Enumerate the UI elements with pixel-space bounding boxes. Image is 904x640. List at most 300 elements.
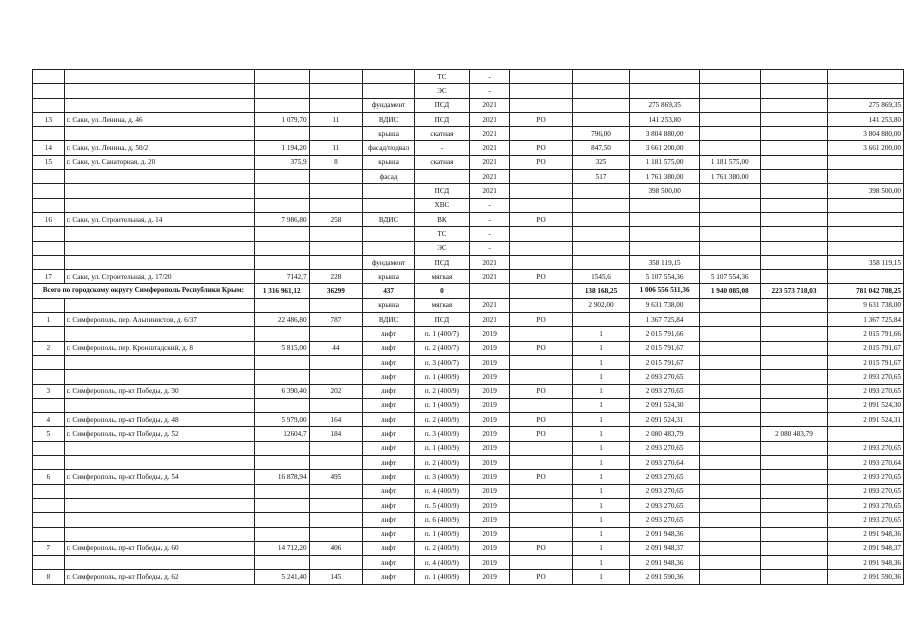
table-row xyxy=(33,341,904,355)
cell-contractor xyxy=(510,370,572,384)
cell-contractor xyxy=(510,556,572,570)
cell-item-number: 7 xyxy=(33,541,65,555)
cell-contractor xyxy=(510,441,572,455)
cell-item-number xyxy=(33,170,65,184)
cell-address: г. Саки, ул. Строительная, д. 17/20 xyxy=(64,270,254,284)
cell-item-number: 16 xyxy=(33,212,65,226)
cell-item-number xyxy=(33,298,65,312)
cell-item-number xyxy=(33,527,65,541)
cell-year: 2019 xyxy=(469,370,510,384)
cell-address xyxy=(64,255,254,269)
table-row xyxy=(33,484,904,498)
cell-address xyxy=(64,498,254,512)
table-body xyxy=(33,70,904,585)
cell-work-detail: мягкая xyxy=(415,270,470,284)
table-row xyxy=(33,570,904,584)
table-row xyxy=(33,198,904,212)
cell-contractor: РО xyxy=(510,427,572,441)
cell-residents xyxy=(309,227,363,241)
table-row xyxy=(33,212,904,226)
cell-item-number: 4 xyxy=(33,413,65,427)
cell-contractor: РО xyxy=(510,313,572,327)
cell-volume xyxy=(572,198,630,212)
table-row xyxy=(33,227,904,241)
cell-cost-budget xyxy=(699,456,760,470)
cell-residents: 495 xyxy=(309,470,363,484)
cell-address: г. Симферополь, пер. Кронштадский, д. 8 xyxy=(64,341,254,355)
cell-area: 5 815,00 xyxy=(254,341,309,355)
cell-contractor: РО xyxy=(510,155,572,169)
cell-work-type: фундамент xyxy=(363,98,415,112)
cell-work-type: лифт xyxy=(363,470,415,484)
cell-cost: 5 107 554,36 xyxy=(630,270,700,284)
cell-cost-budget xyxy=(699,556,760,570)
cell-item-number: 15 xyxy=(33,155,65,169)
cell-area: 5 979,00 xyxy=(254,413,309,427)
cell-residents xyxy=(309,70,363,84)
cell-cost-other xyxy=(760,470,828,484)
cell-cost: 2 093 270,65 xyxy=(630,441,700,455)
cell-work-detail: ПСД xyxy=(415,255,470,269)
cell-item-number xyxy=(33,398,65,412)
cell-work-detail: п. 2 (400/9) xyxy=(415,456,470,470)
cell-residents: 44 xyxy=(309,341,363,355)
cell-work-detail: п. 2 (400/9) xyxy=(415,541,470,555)
table-row xyxy=(33,498,904,512)
cell-volume: 1 xyxy=(572,541,630,555)
cell-work-detail: ПСД xyxy=(415,313,470,327)
cell-work-type xyxy=(363,70,415,84)
cell-work-detail: ПСД xyxy=(415,112,470,126)
cell-work-type xyxy=(363,198,415,212)
cell-work-detail: п. 1 (400/9) xyxy=(415,527,470,541)
cell-year: 2021 xyxy=(469,98,510,112)
cell-work-type xyxy=(363,241,415,255)
cell-address xyxy=(64,127,254,141)
cell-work-detail: п. 1 (400/9) xyxy=(415,370,470,384)
cell-year: 2021 xyxy=(469,270,510,284)
cell-cost-other xyxy=(760,298,828,312)
cell-cost: 2 015 791,67 xyxy=(630,355,700,369)
cell-item-number: 6 xyxy=(33,470,65,484)
table-row xyxy=(33,327,904,341)
cell-cost-budget xyxy=(699,255,760,269)
cell-cost-fund: 2 093 270,65 xyxy=(828,484,904,498)
repair-schedule-table xyxy=(32,69,904,585)
cell-work-type: лифт xyxy=(363,398,415,412)
cell-cost-other xyxy=(760,384,828,398)
cell-area xyxy=(254,255,309,269)
cell-year: 2019 xyxy=(469,498,510,512)
cell-work-detail: п. 1 (400/9) xyxy=(415,570,470,584)
cell-residents: 11 xyxy=(309,141,363,155)
cell-cost-budget xyxy=(699,484,760,498)
cell-cost-fund xyxy=(828,212,904,226)
cell-cost-budget xyxy=(699,313,760,327)
cell-cost-other xyxy=(760,270,828,284)
cell-cost xyxy=(630,227,700,241)
cell-volume xyxy=(572,84,630,98)
cell-area: 1 194,20 xyxy=(254,141,309,155)
cell-item-number xyxy=(33,255,65,269)
cell-cost-budget: 1 940 085,08 xyxy=(699,284,760,298)
table-row xyxy=(33,470,904,484)
cell-cost-other xyxy=(760,227,828,241)
cell-work-detail: ЭС xyxy=(415,84,470,98)
cell-contractor xyxy=(510,284,572,298)
cell-cost-other xyxy=(760,570,828,584)
cell-address: г. Симферополь, пр-кт Победы, д. 52 xyxy=(64,427,254,441)
cell-volume: 1 xyxy=(572,570,630,584)
cell-volume xyxy=(572,184,630,198)
cell-address xyxy=(64,370,254,384)
cell-cost-fund: 2 015 791,66 xyxy=(828,327,904,341)
cell-residents: 164 xyxy=(309,413,363,427)
cell-cost-fund: 9 631 738,00 xyxy=(828,298,904,312)
cell-cost-fund: 358 119,15 xyxy=(828,255,904,269)
cell-cost-budget xyxy=(699,127,760,141)
cell-residents: 11 xyxy=(309,112,363,126)
cell-area xyxy=(254,98,309,112)
cell-item-number xyxy=(33,227,65,241)
cell-address xyxy=(64,184,254,198)
cell-work-detail: п. 3 (400/7) xyxy=(415,355,470,369)
cell-work-detail: скатная xyxy=(415,155,470,169)
cell-year: - xyxy=(469,212,510,226)
cell-cost-budget xyxy=(699,527,760,541)
cell-contractor: РО xyxy=(510,384,572,398)
cell-area: 7142,7 xyxy=(254,270,309,284)
cell-contractor xyxy=(510,98,572,112)
cell-residents: 202 xyxy=(309,384,363,398)
cell-area: 16 878,94 xyxy=(254,470,309,484)
cell-cost-fund xyxy=(828,170,904,184)
cell-cost-fund xyxy=(828,241,904,255)
cell-work-detail: ВК xyxy=(415,212,470,226)
cell-area xyxy=(254,170,309,184)
cell-area xyxy=(254,184,309,198)
cell-residents xyxy=(309,84,363,98)
cell-cost-budget xyxy=(699,184,760,198)
cell-cost-budget xyxy=(699,212,760,226)
cell-work-detail: п. 2 (400/9) xyxy=(415,413,470,427)
cell-year: 2021 xyxy=(469,313,510,327)
cell-work-type: лифт xyxy=(363,556,415,570)
cell-area xyxy=(254,398,309,412)
cell-cost-other xyxy=(760,170,828,184)
cell-area xyxy=(254,241,309,255)
cell-contractor: РО xyxy=(510,270,572,284)
cell-work-detail: п. 2 (400/9) xyxy=(415,384,470,398)
cell-work-type: лифт xyxy=(363,327,415,341)
cell-year: 2021 xyxy=(469,298,510,312)
cell-contractor: РО xyxy=(510,212,572,226)
cell-residents: 36299 xyxy=(309,284,363,298)
cell-work-type xyxy=(363,227,415,241)
table-row xyxy=(33,355,904,369)
cell-year: 2019 xyxy=(469,470,510,484)
table-row xyxy=(33,255,904,269)
total-row xyxy=(33,284,904,298)
cell-item-number: 14 xyxy=(33,141,65,155)
cell-contractor xyxy=(510,241,572,255)
cell-work-type: лифт xyxy=(363,355,415,369)
cell-volume: 1 xyxy=(572,327,630,341)
cell-work-type: лифт xyxy=(363,370,415,384)
cell-address xyxy=(64,241,254,255)
cell-work-detail: ЭС xyxy=(415,241,470,255)
cell-cost-fund: 2 093 270,65 xyxy=(828,498,904,512)
cell-address xyxy=(64,98,254,112)
cell-area xyxy=(254,456,309,470)
cell-year xyxy=(469,284,510,298)
cell-cost-other xyxy=(760,155,828,169)
cell-work-type: крыша xyxy=(363,155,415,169)
cell-area: 7 986,80 xyxy=(254,212,309,226)
cell-work-detail: ТС xyxy=(415,227,470,241)
cell-cost-other xyxy=(760,327,828,341)
cell-cost-budget xyxy=(699,227,760,241)
cell-residents: 258 xyxy=(309,212,363,226)
cell-item-number: 1 xyxy=(33,313,65,327)
cell-volume: 1 xyxy=(572,441,630,455)
cell-cost-fund: 3 661 200,00 xyxy=(828,141,904,155)
cell-cost-budget: 1 181 575,00 xyxy=(699,155,760,169)
cell-cost-other xyxy=(760,212,828,226)
cell-volume: 517 xyxy=(572,170,630,184)
cell-volume xyxy=(572,255,630,269)
cell-residents xyxy=(309,98,363,112)
cell-residents xyxy=(309,513,363,527)
cell-item-number xyxy=(33,370,65,384)
cell-cost-other xyxy=(760,184,828,198)
cell-residents xyxy=(309,327,363,341)
cell-residents xyxy=(309,170,363,184)
cell-contractor: РО xyxy=(510,570,572,584)
cell-cost-other xyxy=(760,198,828,212)
cell-volume: 1 xyxy=(572,527,630,541)
cell-cost: 1 367 725,84 xyxy=(630,313,700,327)
cell-volume: 1 xyxy=(572,484,630,498)
cell-cost-other xyxy=(760,413,828,427)
cell-address xyxy=(64,513,254,527)
cell-cost-budget xyxy=(699,570,760,584)
cell-work-detail: п. 4 (400/9) xyxy=(415,484,470,498)
table-row xyxy=(33,270,904,284)
cell-residents xyxy=(309,484,363,498)
cell-address xyxy=(64,484,254,498)
cell-cost-other xyxy=(760,98,828,112)
cell-cost-fund: 2 093 270,65 xyxy=(828,441,904,455)
cell-work-type xyxy=(363,184,415,198)
cell-volume: 847,50 xyxy=(572,141,630,155)
cell-contractor xyxy=(510,227,572,241)
cell-volume xyxy=(572,227,630,241)
cell-cost-budget xyxy=(699,327,760,341)
cell-contractor xyxy=(510,527,572,541)
cell-volume xyxy=(572,70,630,84)
cell-year: 2019 xyxy=(469,513,510,527)
cell-cost-other xyxy=(760,441,828,455)
table-row xyxy=(33,427,904,441)
cell-cost-fund: 2 093 270,65 xyxy=(828,370,904,384)
cell-address: г. Симферополь, пр-кт Победы, д. 30 xyxy=(64,384,254,398)
cell-cost-other: 2 080 483,79 xyxy=(760,427,828,441)
cell-volume: 1 xyxy=(572,370,630,384)
table-row xyxy=(33,384,904,398)
cell-cost-budget xyxy=(699,513,760,527)
cell-contractor xyxy=(510,70,572,84)
cell-area xyxy=(254,498,309,512)
cell-cost: 2 093 270,65 xyxy=(630,498,700,512)
cell-cost: 2 015 791,67 xyxy=(630,341,700,355)
cell-item-number xyxy=(33,84,65,98)
cell-volume: 138 168,25 xyxy=(572,284,630,298)
cell-cost-budget xyxy=(699,141,760,155)
cell-cost: 2 091 948,36 xyxy=(630,527,700,541)
cell-work-type: лифт xyxy=(363,484,415,498)
cell-area: 6 390,40 xyxy=(254,384,309,398)
cell-volume xyxy=(572,212,630,226)
cell-work-detail: п. 5 (400/9) xyxy=(415,498,470,512)
cell-cost-fund: 275 869,35 xyxy=(828,98,904,112)
cell-residents xyxy=(309,355,363,369)
cell-contractor xyxy=(510,355,572,369)
cell-address: г. Саки, ул. Строительная, д. 14 xyxy=(64,212,254,226)
cell-cost: 141 253,80 xyxy=(630,112,700,126)
cell-item-number xyxy=(33,498,65,512)
cell-item-number xyxy=(33,327,65,341)
cell-year: - xyxy=(469,70,510,84)
table-row xyxy=(33,398,904,412)
cell-work-type: крыша xyxy=(363,298,415,312)
cell-residents: 228 xyxy=(309,270,363,284)
cell-cost-budget xyxy=(699,413,760,427)
table-row xyxy=(33,241,904,255)
cell-area xyxy=(254,198,309,212)
cell-area: 1 079,70 xyxy=(254,112,309,126)
cell-cost-fund xyxy=(828,270,904,284)
cell-cost: 1 761 380,00 xyxy=(630,170,700,184)
cell-work-detail: п. 6 (400/9) xyxy=(415,513,470,527)
cell-residents xyxy=(309,441,363,455)
cell-contractor xyxy=(510,255,572,269)
cell-cost-budget xyxy=(699,384,760,398)
cell-residents xyxy=(309,198,363,212)
cell-cost-budget xyxy=(699,370,760,384)
cell-area: 22 486,80 xyxy=(254,313,309,327)
cell-year: - xyxy=(469,241,510,255)
cell-cost: 2 093 270,65 xyxy=(630,513,700,527)
cell-cost-fund: 1 367 725,84 xyxy=(828,313,904,327)
cell-address xyxy=(64,227,254,241)
cell-cost-fund: 398 500,00 xyxy=(828,184,904,198)
cell-volume: 1 xyxy=(572,398,630,412)
cell-cost-other xyxy=(760,527,828,541)
cell-cost: 275 869,35 xyxy=(630,98,700,112)
cell-contractor: РО xyxy=(510,541,572,555)
cell-address xyxy=(64,298,254,312)
cell-residents xyxy=(309,127,363,141)
cell-item-number xyxy=(33,241,65,255)
cell-residents xyxy=(309,184,363,198)
cell-residents xyxy=(309,370,363,384)
cell-volume: 1545,6 xyxy=(572,270,630,284)
cell-year: 2019 xyxy=(469,341,510,355)
table-row xyxy=(33,441,904,455)
cell-volume: 1 xyxy=(572,341,630,355)
cell-residents xyxy=(309,255,363,269)
cell-work-detail: ПСД xyxy=(415,98,470,112)
cell-cost-other xyxy=(760,456,828,470)
cell-work-detail: ПСД xyxy=(415,184,470,198)
cell-year: 2019 xyxy=(469,541,510,555)
cell-work-detail: ТС xyxy=(415,70,470,84)
cell-cost-fund xyxy=(828,427,904,441)
cell-address xyxy=(64,441,254,455)
cell-volume: 1 xyxy=(572,427,630,441)
cell-cost-budget xyxy=(699,398,760,412)
cell-cost-budget xyxy=(699,470,760,484)
cell-item-number xyxy=(33,355,65,369)
cell-work-type xyxy=(363,84,415,98)
cell-year: 2021 xyxy=(469,155,510,169)
cell-area xyxy=(254,556,309,570)
cell-cost-fund: 2 091 590,36 xyxy=(828,570,904,584)
cell-year: 2019 xyxy=(469,456,510,470)
cell-cost: 2 093 270,65 xyxy=(630,370,700,384)
cell-year: 2021 xyxy=(469,141,510,155)
cell-cost-budget xyxy=(699,427,760,441)
cell-work-type: фасад xyxy=(363,170,415,184)
cell-work-type: лифт xyxy=(363,513,415,527)
cell-cost-other xyxy=(760,141,828,155)
cell-work-detail: мягкая xyxy=(415,298,470,312)
cell-contractor xyxy=(510,398,572,412)
cell-residents xyxy=(309,556,363,570)
cell-area xyxy=(254,355,309,369)
cell-cost-other xyxy=(760,398,828,412)
cell-item-number: Всего по городскому округу Симферополь Республики Крым: xyxy=(33,284,255,298)
cell-cost-fund xyxy=(828,70,904,84)
cell-work-detail: п. 1 (400/9) xyxy=(415,398,470,412)
cell-cost-fund xyxy=(828,84,904,98)
cell-cost-budget: 5 107 554,36 xyxy=(699,270,760,284)
cell-residents xyxy=(309,527,363,541)
table-row xyxy=(33,155,904,169)
table-row xyxy=(33,127,904,141)
cell-contractor xyxy=(510,198,572,212)
cell-cost-other xyxy=(760,498,828,512)
cell-cost: 2 091 524,30 xyxy=(630,398,700,412)
cell-contractor xyxy=(510,170,572,184)
cell-item-number: 17 xyxy=(33,270,65,284)
cell-cost: 2 093 270,64 xyxy=(630,456,700,470)
cell-volume: 796,00 xyxy=(572,127,630,141)
cell-year: 2019 xyxy=(469,556,510,570)
cell-item-number: 5 xyxy=(33,427,65,441)
cell-contractor xyxy=(510,327,572,341)
cell-work-type: лифт xyxy=(363,441,415,455)
cell-item-number: 3 xyxy=(33,384,65,398)
cell-work-type: лифт xyxy=(363,413,415,427)
cell-cost-budget: 1 761 380,00 xyxy=(699,170,760,184)
cell-contractor: РО xyxy=(510,112,572,126)
table-row xyxy=(33,313,904,327)
cell-area xyxy=(254,127,309,141)
cell-cost xyxy=(630,70,700,84)
cell-area xyxy=(254,70,309,84)
